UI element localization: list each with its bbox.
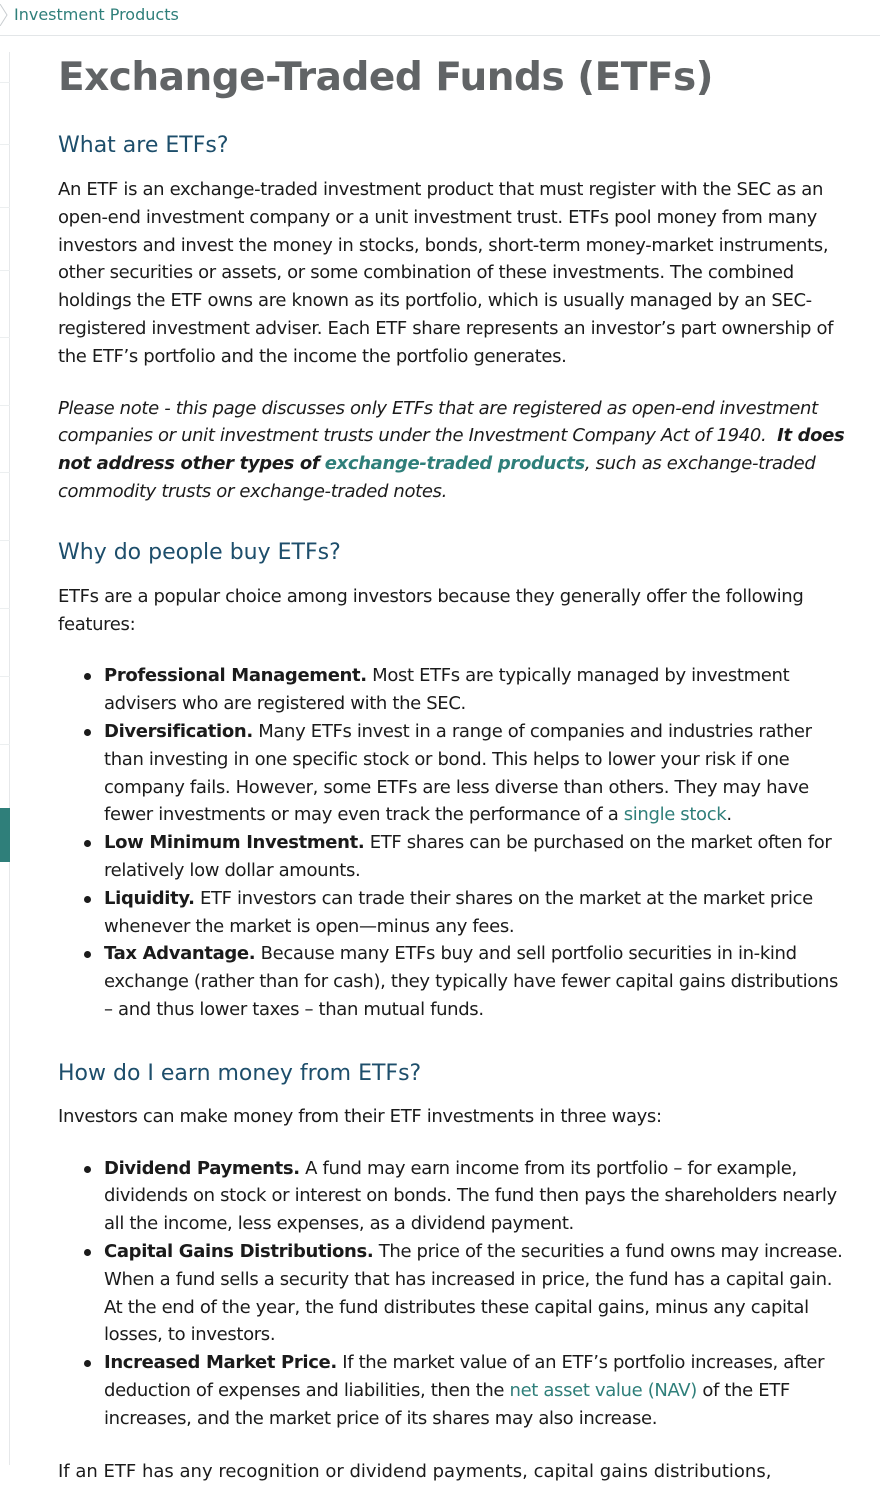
list-item <box>104 662 848 718</box>
page-title: Exchange-Traded Funds (ETFs) <box>58 55 713 100</box>
list-item <box>104 829 848 885</box>
partially-visible-paragraph: If an ETF has any recognition or dividend payments, capital gains distributions, <box>58 1461 772 1482</box>
nav-definition-link[interactable]: net asset value (NAV) <box>509 1379 697 1401</box>
earning-term: Dividend Payments. <box>104 1157 300 1179</box>
section-heading-earn-money: How do I earn money from ETFs? <box>58 1060 422 1086</box>
nav-divider <box>0 207 10 208</box>
nav-divider <box>0 82 10 83</box>
feature-term: Tax Advantage. <box>104 943 256 965</box>
what-are-etfs-paragraph: An ETF is an exchange-traded investment product that must register with the SEC as an open-end investment company or a unit investment trust. ETFs pool money from many investors and invest the money in stocks, bonds, short-term money-market instruments, other securities or assets, or some combination of these investments. The combined holdings the ETF owns are known as its portfolio, which is usually managed by an SEC-registered investment adviser. Each ETF share represents an investor’s part ownership of the ETF’s portfolio and the income the portfolio generates. <box>58 179 834 367</box>
earning-text-end: of the ETF increases, and the market price of its shares may also increase. <box>104 1379 790 1429</box>
nav-divider <box>0 472 10 473</box>
feature-term: Diversification. <box>104 720 253 742</box>
nav-divider <box>0 405 10 406</box>
feature-term: Liquidity. <box>104 887 195 909</box>
nav-divider <box>0 270 10 271</box>
feature-term: Professional Management. <box>104 665 367 687</box>
earnings-list <box>58 1155 848 1433</box>
single-stock-link[interactable]: single stock <box>623 804 727 826</box>
earn-money-intro: Investors can make money from their ETF investments in three ways: <box>58 1105 662 1127</box>
features-list <box>58 662 848 1023</box>
nav-divider <box>0 540 10 541</box>
earning-text: If the market value of an ETF’s portfolio increases, after deduction of expenses and liabilities, then the <box>104 1352 825 1401</box>
nav-divider <box>0 676 10 677</box>
earning-term: Capital Gains Distributions. <box>104 1240 374 1262</box>
exchange-traded-products-link[interactable]: exchange-traded products <box>324 453 585 475</box>
earning-term: Increased Market Price. <box>104 1352 337 1374</box>
left-side-nav <box>0 52 10 1465</box>
earning-text: A fund may earn income from its portfolio – for example, dividends on stock or interest on bonds. The fund then pays the shareholders nearly all the income, less expenses, as a dividend payment. <box>104 1157 837 1235</box>
feature-text: ETF shares can be purchased on the market often for relatively low dollar amounts. <box>104 832 832 881</box>
feature-text-end: . <box>726 804 732 826</box>
scope-note <box>58 395 848 506</box>
feature-term: Low Minimum Investment. <box>104 832 365 854</box>
note-text-end: , such as exchange-traded commodity trusts or exchange-traded notes. <box>58 453 816 502</box>
list-item <box>104 718 848 829</box>
why-buy-intro: ETFs are a popular choice among investors because they generally offer the following features: <box>58 585 804 635</box>
nav-divider <box>0 608 10 609</box>
breadcrumb <box>0 0 880 36</box>
list-item <box>104 1349 848 1432</box>
chevron-right-icon <box>0 4 8 26</box>
feature-text: ETF investors can trade their shares on the market at the market price whenever the market is open—minus any fees. <box>104 887 813 937</box>
feature-text: Most ETFs are typically managed by investment advisers who are registered with the SEC. <box>104 665 790 715</box>
breadcrumb-link-investment-products[interactable]: Investment Products <box>14 5 179 24</box>
nav-divider <box>0 144 10 145</box>
list-item <box>104 940 848 1023</box>
nav-active-indicator[interactable] <box>0 808 10 862</box>
note-text: Please note - this page discusses only ETFs that are registered as open-end investment companies or unit investment trusts under the Investment Company Act of 1940. <box>58 397 818 447</box>
feature-text: Many ETFs invest in a range of companies and industries rather than investing in one specific stock or bond. This helps to lower your risk if one company fails. However, some ETFs are less diverse than others. They may have fewer investments or may even track the performance of a <box>104 720 812 826</box>
nav-divider <box>0 744 10 745</box>
earning-text: The price of the securities a fund owns may increase. When a fund sells a security that has increased in price, the fund has a capital gain. At the end of the year, the fund distributes these capital gains, minus any capital losses, to investors. <box>104 1240 843 1346</box>
main-content <box>58 54 848 1432</box>
nav-divider <box>0 337 10 338</box>
feature-text: Because many ETFs buy and sell portfolio securities in in-kind exchange (rather than for cash), they typically have fewer capital gains distributions – and thus lower taxes – than mutual funds. <box>104 943 839 1020</box>
list-item <box>104 885 848 941</box>
section-heading-why-buy-etfs: Why do people buy ETFs? <box>58 539 341 565</box>
section-heading-what-are-etfs: What are ETFs? <box>58 133 229 158</box>
note-bold-text: It does not address other types of <box>58 425 845 475</box>
list-item <box>104 1238 848 1349</box>
list-item <box>104 1155 848 1238</box>
